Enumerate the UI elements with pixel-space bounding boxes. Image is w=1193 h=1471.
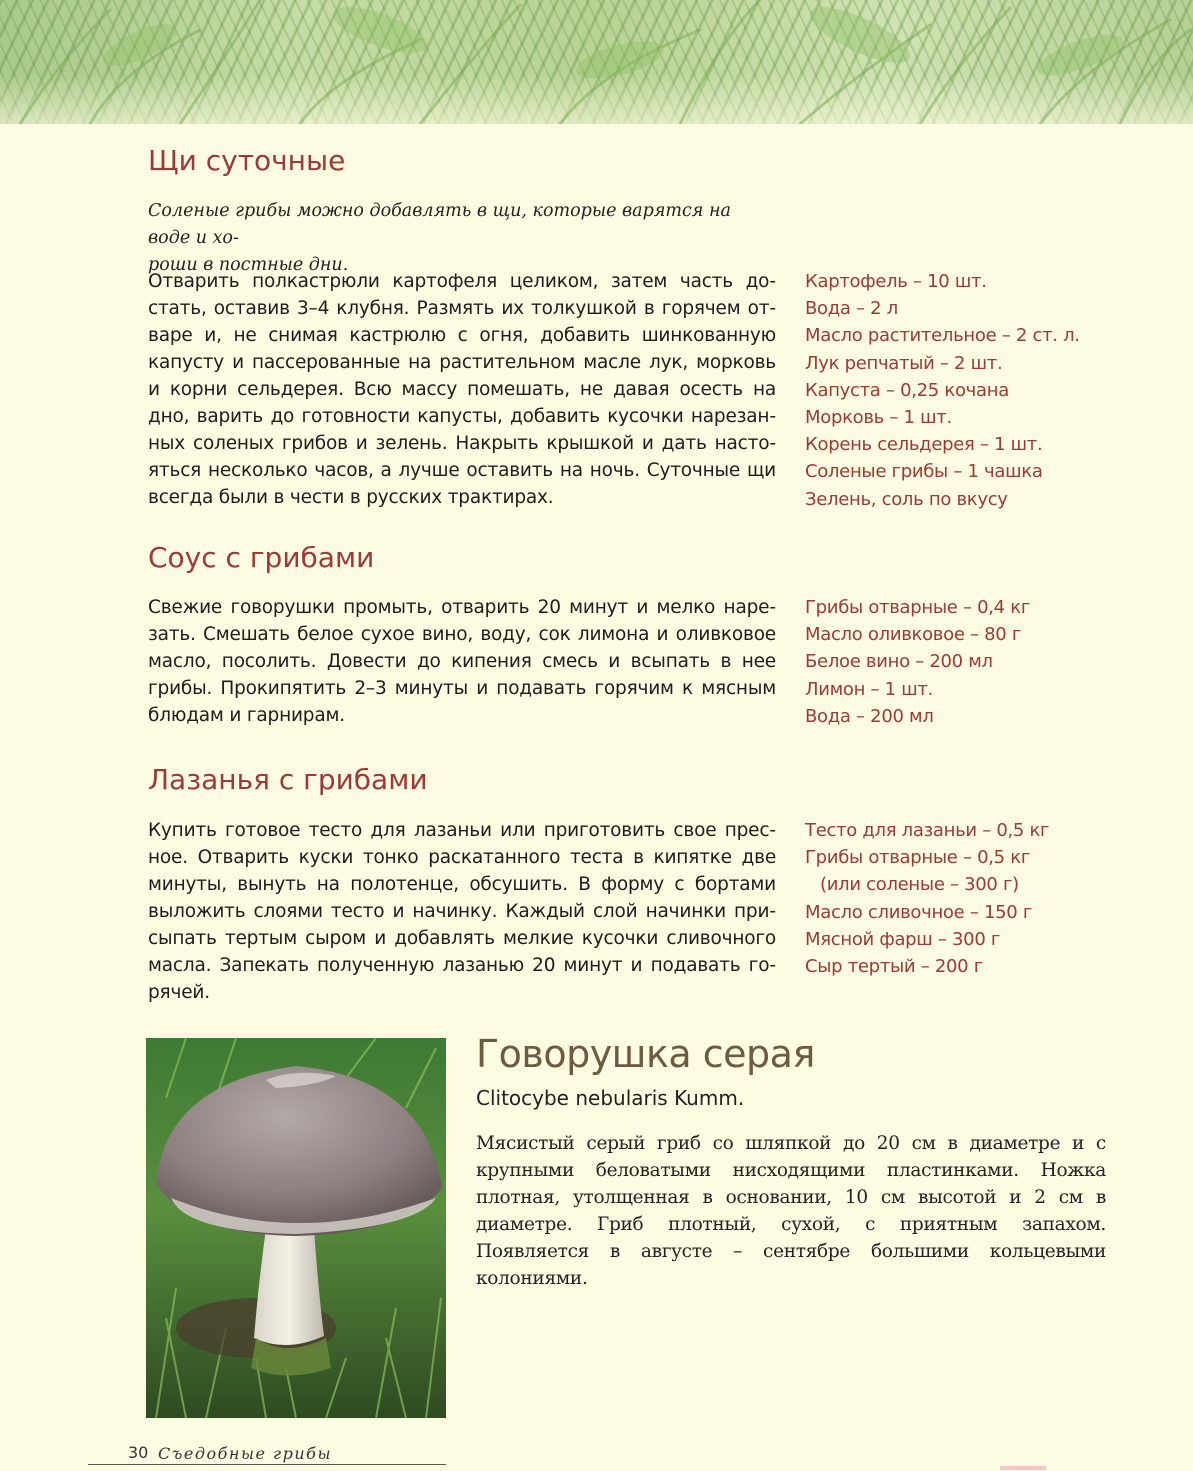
- ingredient-item: Масло растительное – 2 ст. л.: [805, 325, 1080, 347]
- ingredient-item: Лук репчатый – 2 шт.: [805, 352, 1003, 374]
- ingredient-item: Тесто для лазаньи – 0,5 кг: [805, 820, 1050, 841]
- intro-line: роши в постные дни.: [148, 255, 349, 275]
- mushroom-illustration: [146, 1038, 446, 1418]
- ingredient-item: Корень сельдерея – 1 шт.: [805, 434, 1043, 456]
- recipe-title-sauce: Соус с грибами: [148, 541, 375, 574]
- ingredient-item: Масло сливочное – 150 г: [805, 901, 1032, 923]
- mushroom-photo: [146, 1038, 446, 1418]
- ingredient-item: Лимон – 1 шт.: [805, 678, 933, 700]
- running-title: Съедобные грибы: [158, 1444, 332, 1463]
- recipe-intro-shchi: [148, 198, 778, 279]
- species-latin-name: Clitocybe nebularis Kumm.: [476, 1086, 745, 1110]
- grass-banner-image: [0, 0, 1193, 124]
- ingredient-item: Сыр тертый – 200 г: [805, 956, 983, 978]
- ingredient-item: Мясной фарш – 300 г: [805, 928, 1001, 950]
- page-number: 30: [128, 1443, 149, 1462]
- ingredient-item: Вода – 2 л: [805, 298, 898, 320]
- recipe-body-sauce: Свежие говорушки промыть, отварить 20 минут и мелко нарезать. Смешать белое сухое вино, воду, сок лимона и оливковое масло, посолить. Довести до кипения смесь и всыпать в нее грибы. Прокипятить 2–3 минуты и подавать горячим к мясным блюдам и гарнирам.: [148, 597, 776, 726]
- ingredient-item: (или соленые – 300 г): [820, 874, 1019, 896]
- intro-line: Соленые грибы можно добавлять в щи, которые варятся на воде и хо-: [148, 201, 731, 248]
- ingredient-item: Зелень, соль по вкусу: [805, 488, 1008, 510]
- ingredient-item: Соленые грибы – 1 чашка: [805, 461, 1043, 483]
- ingredient-item: Капуста – 0,25 кочана: [805, 379, 1009, 401]
- recipe-body-lasagna: Купить готовое тесто для лазаньи или приготовить свое пресное. Отварить куски тонко раскатанного теста в кипятке две минуты, вынуть на полотенце, обсушить. В форму с бортами выложить слоями тесто и начинку. Каждый слой начинки присыпать тертым сыром и добавлять мелкие кусочки сливочного масла. Запекать полученную лазанью 20 минут и подавать горячей.: [148, 820, 776, 1003]
- ingredient-item: Вода – 200 мл: [805, 705, 934, 727]
- ingredient-item: Масло оливковое – 80 г: [805, 624, 1022, 646]
- corner-decoration: [1000, 1466, 1046, 1470]
- recipe-body-shchi: Отварить полкастрюли картофеля целиком, затем часть достать, оставив 3–4 клубня. Размять их толкушкой в горячем отваре и, не снимая кастрюлю с огня, добавить шинкованную капусту и пассерованные на растительном масле лук, морковь и корни сельдерея. Всю массу помешать, не давая осесть на дно, варить до готовности капусты, добавить кусочки нарезанных соленых грибов и зелень. Накрыть крышкой и дать настояться несколько часов, а лучше оставить на ночь. Суточные щи всегда были в чести в русских трактирах.: [148, 271, 776, 508]
- ingredient-list-sauce: [805, 594, 1030, 730]
- recipe-title-lasagna: Лазанья с грибами: [148, 763, 428, 796]
- species-description: Мясистый серый гриб со шляпкой до 20 см в диаметре и с крупными беловатыми нисходящими пластинками. Ножка плотная, утолщенная в основании, 10 см высотой и 2 см в диаметре. Гриб плотный, сухой, с приятным запахом. Появляется в августе – сентябре большими кольцевыми колониями.: [476, 1133, 1106, 1289]
- ingredient-item: Морковь – 1 шт.: [805, 407, 952, 429]
- recipe-title-shchi: Щи суточные: [148, 144, 346, 177]
- ingredient-item: Грибы отварные – 0,5 кг: [805, 847, 1030, 869]
- ingredient-item: Белое вино – 200 мл: [805, 651, 993, 673]
- ingredient-item: Грибы отварные – 0,4 кг: [805, 597, 1030, 618]
- footer-divider: [88, 1464, 446, 1465]
- ingredient-item: Картофель – 10 шт.: [805, 271, 987, 292]
- ingredient-list-shchi: [805, 268, 1080, 513]
- grass-leaves: [0, 0, 1193, 124]
- species-title: Говорушка серая: [476, 1032, 815, 1076]
- ingredient-list-lasagna: [805, 817, 1049, 980]
